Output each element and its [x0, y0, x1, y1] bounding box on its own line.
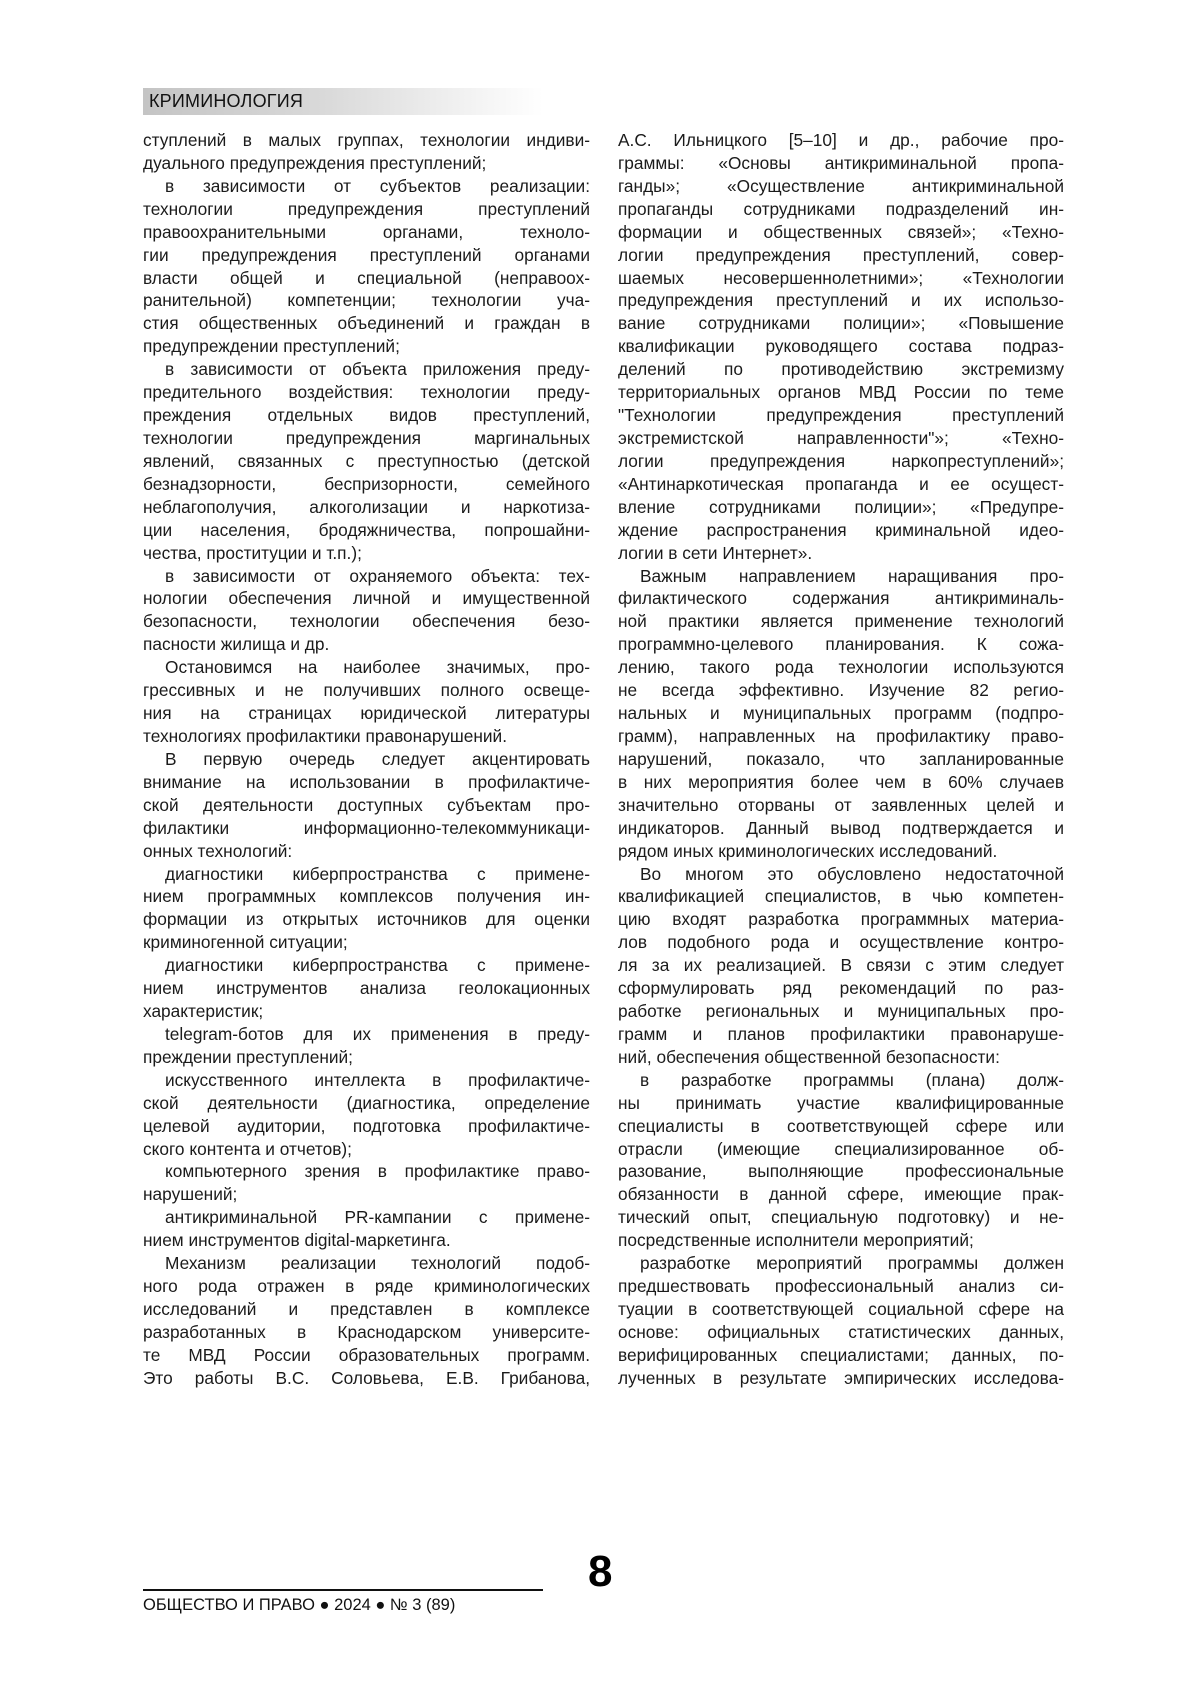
- text-line: ний, обеспечения общественной безопасности:: [618, 1046, 1064, 1069]
- text-line: филактического содержания антикриминаль-: [618, 587, 1064, 610]
- text-line: явлений, связанных с преступностью (детской: [143, 450, 590, 473]
- text-line: грамм), направленных на профилактику право-: [618, 725, 1064, 748]
- text-line: территориальных органов МВД России по теме: [618, 381, 1064, 404]
- text-line: А.С. Ильницкого [5–10] и др., рабочие про-: [618, 129, 1064, 152]
- text-line: исследований и представлен в комплексе: [143, 1298, 590, 1321]
- text-line: стия общественных объединений и граждан в: [143, 312, 590, 335]
- text-line: в разработке программы (плана) долж-: [618, 1069, 1064, 1092]
- page-number: 8: [588, 1548, 612, 1596]
- text-line: ранительной) компетенции; технологии уча-: [143, 289, 590, 312]
- text-line: telegram-ботов для их применения в преду-: [143, 1023, 590, 1046]
- text-line: чества, проституции и т.п.);: [143, 542, 590, 565]
- text-line: предупреждения преступлений и их использо-: [618, 289, 1064, 312]
- text-line: гии предупреждения преступлений органами: [143, 244, 590, 267]
- paragraph: [143, 1252, 590, 1390]
- text-line: работке региональных и муниципальных про-: [618, 1000, 1064, 1023]
- text-line: "Технологии предупреждения преступлений: [618, 404, 1064, 427]
- text-line: технологиях профилактики правонарушений.: [143, 725, 590, 748]
- text-line: власти общей и специальной (неправоох-: [143, 267, 590, 290]
- text-line: ния на страницах юридической литературы: [143, 702, 590, 725]
- text-line: филактики информационно-телекоммуникаци-: [143, 817, 590, 840]
- text-line: ской деятельности доступных субъектам про-: [143, 794, 590, 817]
- text-line: граммы: «Основы антикриминальной пропа-: [618, 152, 1064, 175]
- text-line: ля за их реализацией. В связи с этим следует: [618, 954, 1064, 977]
- text-line: шаемых несовершеннолетними»; «Технологии: [618, 267, 1064, 290]
- text-line: в зависимости от субъектов реализации:: [143, 175, 590, 198]
- text-line: квалификацией специалистов, в чью компетен-: [618, 885, 1064, 908]
- text-line: правоохранительными органами, техноло-: [143, 221, 590, 244]
- text-line: предшествовать профессиональный анализ си-: [618, 1275, 1064, 1298]
- text-line: Во многом это обусловлено недостаточной: [618, 863, 1064, 886]
- text-line: нием программных комплексов получения ин-: [143, 885, 590, 908]
- text-line: диагностики киберпространства с примене-: [143, 954, 590, 977]
- text-line: предупреждении преступлений;: [143, 335, 590, 358]
- text-line: грессивных и не получивших полного освеще-: [143, 679, 590, 702]
- text-line: формации и общественных связей»; «Техно-: [618, 221, 1064, 244]
- text-line: цию входят разработка программных материа-: [618, 908, 1064, 931]
- text-line: экстремистской направленности"»; «Техно-: [618, 427, 1064, 450]
- text-line: те МВД России образовательных программ.: [143, 1344, 590, 1367]
- right-column: [618, 129, 1064, 1390]
- text-line: посредственные исполнители мероприятий;: [618, 1229, 1064, 1252]
- paragraph: [143, 954, 590, 1023]
- text-line: разование, выполняющие профессиональные: [618, 1160, 1064, 1183]
- text-line: ского контента и отчетов);: [143, 1138, 590, 1161]
- text-line: преждении преступлений;: [143, 1046, 590, 1069]
- section-title: КРИМИНОЛОГИЯ: [149, 91, 303, 112]
- text-line: безопасности, технологии обеспечения безо-: [143, 610, 590, 633]
- text-line: отрасли (имеющие специализированное об-: [618, 1138, 1064, 1161]
- footer-divider: [143, 1589, 543, 1591]
- paragraph: [143, 748, 590, 863]
- text-line: специалисты в соответствующей сфере или: [618, 1115, 1064, 1138]
- text-line: внимание на использовании в профилактиче-: [143, 771, 590, 794]
- text-line: не всегда эффективно. Изучение 82 регио-: [618, 679, 1064, 702]
- paragraph: [143, 863, 590, 955]
- paragraph: [618, 863, 1064, 1069]
- text-line: ной практики является применение технологий: [618, 610, 1064, 633]
- text-line: вание сотрудниками полиции»; «Повышение: [618, 312, 1064, 335]
- text-line: ступлений в малых группах, технологии индиви-: [143, 129, 590, 152]
- text-line: Остановимся на наиболее значимых, про-: [143, 656, 590, 679]
- text-line: «Антинаркотическая пропаганда и ее осущест-: [618, 473, 1064, 496]
- text-line: технологии предупреждения маргинальных: [143, 427, 590, 450]
- text-line: в них мероприятия более чем в 60% случаев: [618, 771, 1064, 794]
- text-line: значительно оторваны от заявленных целей и: [618, 794, 1064, 817]
- text-line: ждение распространения криминальной идео-: [618, 519, 1064, 542]
- text-line: в зависимости от объекта приложения преду-: [143, 358, 590, 381]
- paragraph: [143, 1160, 590, 1206]
- text-line: лученных в результате эмпирических исследова-: [618, 1367, 1064, 1390]
- text-line: онных технологий:: [143, 840, 590, 863]
- text-line: делений по противодействию экстремизму: [618, 358, 1064, 381]
- text-line: сформулировать ряд рекомендаций по раз-: [618, 977, 1064, 1000]
- text-line: обязанности в данной сфере, имеющие прак-: [618, 1183, 1064, 1206]
- text-line: ской деятельности (диагностика, определение: [143, 1092, 590, 1115]
- paragraph: [618, 1252, 1064, 1390]
- text-line: преждения отдельных видов преступлений,: [143, 404, 590, 427]
- text-line: квалификации руководящего состава подраз-: [618, 335, 1064, 358]
- paragraph: [143, 129, 590, 175]
- text-line: Это работы В.С. Соловьева, Е.В. Грибанова,: [143, 1367, 590, 1390]
- text-line: индикаторов. Данный вывод подтверждается и: [618, 817, 1064, 840]
- paragraph: [143, 656, 590, 748]
- text-line: целевой аудитории, подготовка профилактиче-: [143, 1115, 590, 1138]
- text-line: нальных и муниципальных программ (подпро-: [618, 702, 1064, 725]
- text-line: нием инструментов digital-маркетинга.: [143, 1229, 590, 1252]
- text-line: программно-целевого планирования. К сожа-: [618, 633, 1064, 656]
- text-line: Важным направлением наращивания про-: [618, 565, 1064, 588]
- journal-footer: ОБЩЕСТВО И ПРАВО ● 2024 ● № 3 (89): [143, 1596, 455, 1615]
- text-line: пропаганды сотрудниками подразделений ин-: [618, 198, 1064, 221]
- text-line: лов подобного рода и осуществление контро-: [618, 931, 1064, 954]
- text-line: ны принимать участие квалифицированные: [618, 1092, 1064, 1115]
- text-line: вление сотрудниками полиции»; «Предупре-: [618, 496, 1064, 519]
- text-line: пасности жилища и др.: [143, 633, 590, 656]
- text-line: Механизм реализации технологий подоб-: [143, 1252, 590, 1275]
- text-line: грамм и планов профилактики правонаруше-: [618, 1023, 1064, 1046]
- text-line: тический опыт, специальную подготовку) и не-: [618, 1206, 1064, 1229]
- text-line: компьютерного зрения в профилактике право-: [143, 1160, 590, 1183]
- text-line: разработке мероприятий программы должен: [618, 1252, 1064, 1275]
- text-line: характеристик;: [143, 1000, 590, 1023]
- text-line: искусственного интеллекта в профилактиче-: [143, 1069, 590, 1092]
- text-line: ции населения, бродяжничества, попрошайни-: [143, 519, 590, 542]
- text-line: антикриминальной PR-кампании с примене-: [143, 1206, 590, 1229]
- paragraph: [143, 358, 590, 564]
- text-line: нием инструментов анализа геолокационных: [143, 977, 590, 1000]
- left-column: [143, 129, 590, 1390]
- paragraph: [143, 1023, 590, 1069]
- text-line: формации из открытых источников для оценки: [143, 908, 590, 931]
- text-line: неблагополучия, алкоголизации и наркотиза-: [143, 496, 590, 519]
- text-line: ного рода отражен в ряде криминологических: [143, 1275, 590, 1298]
- text-line: основе: официальных статистических данных,: [618, 1321, 1064, 1344]
- text-line: в зависимости от охраняемого объекта: тех-: [143, 565, 590, 588]
- text-line: ганды»; «Осуществление антикриминальной: [618, 175, 1064, 198]
- text-line: лению, такого рода технологии используются: [618, 656, 1064, 679]
- text-line: рядом иных криминологических исследований.: [618, 840, 1064, 863]
- text-line: логии предупреждения преступлений, совер-: [618, 244, 1064, 267]
- text-line: предительного воздействия: технологии преду-: [143, 381, 590, 404]
- text-line: логии предупреждения наркопреступлений»;: [618, 450, 1064, 473]
- text-line: В первую очередь следует акцентировать: [143, 748, 590, 771]
- paragraph: [143, 1069, 590, 1161]
- paragraph: [618, 565, 1064, 863]
- paragraph: [143, 1206, 590, 1252]
- paragraph: [143, 565, 590, 657]
- text-line: нарушений;: [143, 1183, 590, 1206]
- text-line: верифицированных специалистами; данных, по-: [618, 1344, 1064, 1367]
- text-line: нарушений, показало, что запланированные: [618, 748, 1064, 771]
- text-line: диагностики киберпространства с примене-: [143, 863, 590, 886]
- text-line: туации в соответствующей социальной сфере на: [618, 1298, 1064, 1321]
- text-line: дуального предупреждения преступлений;: [143, 152, 590, 175]
- paragraph: [143, 175, 590, 358]
- paragraph: [618, 1069, 1064, 1252]
- text-line: логии в сети Интернет».: [618, 542, 1064, 565]
- text-line: технологии предупреждения преступлений: [143, 198, 590, 221]
- text-line: нологии обеспечения личной и имущественной: [143, 587, 590, 610]
- text-line: криминогенной ситуации;: [143, 931, 590, 954]
- section-header-bar: [143, 88, 543, 115]
- text-line: безнадзорности, беспризорности, семейного: [143, 473, 590, 496]
- text-line: разработанных в Краснодарском университе-: [143, 1321, 590, 1344]
- paragraph: [618, 129, 1064, 565]
